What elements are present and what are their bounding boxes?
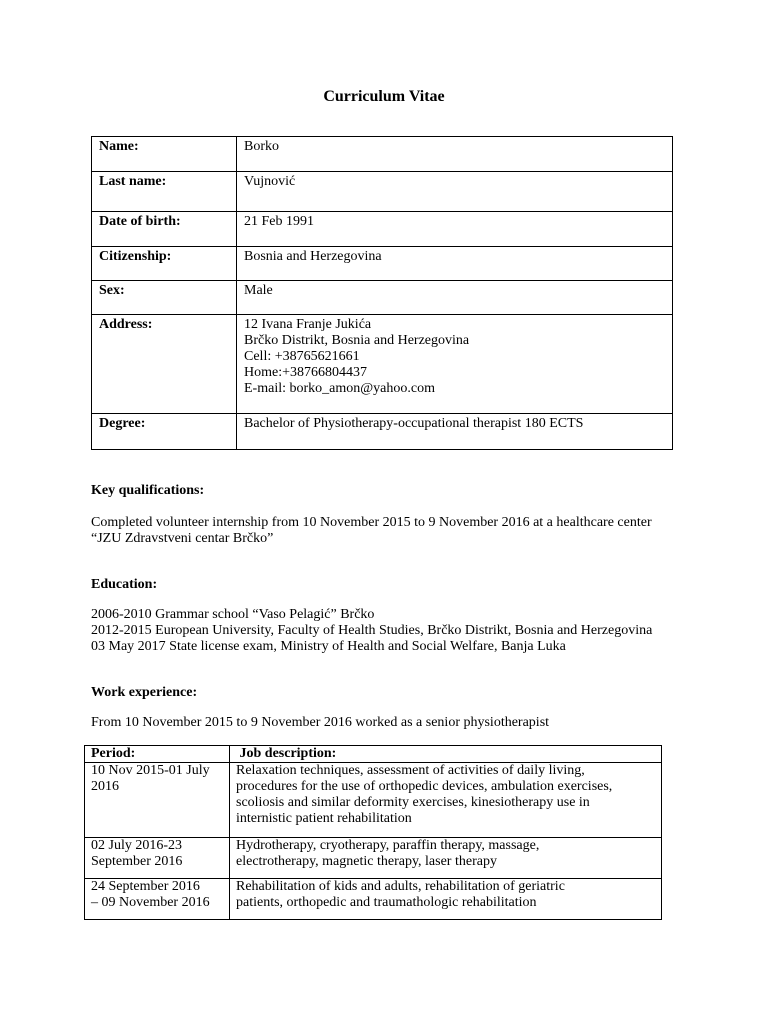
- phone-home: Home:+38766804437: [244, 365, 367, 380]
- field-value-address: [237, 315, 673, 414]
- work-experience-heading: Work experience:: [91, 685, 198, 700]
- document-title: Curriculum Vitae: [323, 88, 445, 105]
- period-line: – 09 November 2016: [91, 895, 210, 910]
- personal-info-table: [91, 136, 673, 450]
- field-value-last-name: [237, 172, 673, 212]
- description-line: patients, orthopedic and traumathologic rehabilitation: [236, 895, 537, 910]
- education-item: 03 May 2017 State license exam, Ministry of Health and Social Welfare, Banja Luka: [91, 639, 566, 654]
- table-row: [92, 247, 673, 281]
- field-value-citizenship: [237, 247, 673, 281]
- field-label-citizenship: Citizenship:: [92, 247, 237, 281]
- field-label-sex: Sex:: [92, 281, 237, 315]
- description-line: Rehabilitation of kids and adults, rehabilitation of geriatric: [236, 879, 565, 894]
- table-row: [85, 838, 662, 879]
- table-row: [92, 212, 673, 247]
- key-qualifications-heading: Key qualifications:: [91, 483, 205, 498]
- field-label-degree: Degree:: [92, 414, 237, 450]
- field-value-name: [237, 137, 673, 172]
- value-line: Bachelor of Physiotherapy-occupational therapist 180 ECTS: [244, 416, 584, 431]
- key-qualifications-text: [91, 515, 691, 547]
- table-row: [92, 172, 673, 212]
- value-line: Bosnia and Herzegovina: [244, 249, 382, 264]
- address-line: Brčko Distrikt, Bosnia and Herzegovina: [244, 333, 470, 348]
- value-line: Vujnović: [244, 174, 296, 189]
- job-description-cell: [230, 763, 662, 838]
- field-value-date-of-birth: [237, 212, 673, 247]
- period-line: 02 July 2016-23: [91, 838, 182, 853]
- education-heading: Education:: [91, 577, 158, 592]
- phone-cell: Cell: +38765621661: [244, 349, 360, 364]
- education-list: [91, 607, 691, 655]
- description-line: procedures for the use of orthopedic devices, ambulation exercises,: [236, 779, 613, 794]
- work-history-table: [84, 745, 662, 920]
- field-label-name: Name:: [92, 137, 237, 172]
- field-value-degree: [237, 414, 673, 450]
- table-row: [92, 281, 673, 315]
- job-description-cell: [230, 879, 662, 920]
- period-cell: [85, 838, 230, 879]
- period-cell: [85, 763, 230, 838]
- table-row: [92, 414, 673, 450]
- job-description-cell: [230, 838, 662, 879]
- value-line: Male: [244, 283, 273, 298]
- period-line: 24 September 2016: [91, 879, 200, 894]
- value-line: 21 Feb 1991: [244, 214, 314, 229]
- description-line: Relaxation techniques, assessment of activities of daily living,: [236, 763, 585, 778]
- paragraph-line: Completed volunteer internship from 10 November 2015 to 9 November 2016 at a healthcare center: [91, 515, 652, 530]
- description-line: electrotherapy, magnetic therapy, laser therapy: [236, 854, 497, 869]
- work-experience-summary: [91, 715, 691, 731]
- field-value-sex: [237, 281, 673, 315]
- period-cell: [85, 879, 230, 920]
- table-row: [85, 879, 662, 920]
- period-line: 2016: [91, 779, 119, 794]
- email-text: E-mail: borko_amon@yahoo.com: [244, 381, 435, 396]
- description-line: scoliosis and similar deformity exercises, kinesiotherapy use in: [236, 795, 590, 810]
- column-header-job-description: Job description:: [230, 746, 662, 763]
- table-row: [92, 315, 673, 414]
- paragraph-line: “JZU Zdravstveni centar Brčko”: [91, 531, 274, 546]
- table-row: [92, 137, 673, 172]
- education-item: 2006-2010 Grammar school “Vaso Pelagić” Brčko: [91, 607, 375, 622]
- value-line: Borko: [244, 139, 279, 154]
- table-header-row: [85, 746, 662, 763]
- table-row: [85, 763, 662, 838]
- description-line: Hydrotherapy, cryotherapy, paraffin therapy, massage,: [236, 838, 540, 853]
- field-label-last-name: Last name:: [92, 172, 237, 212]
- field-label-address: Address:: [92, 315, 237, 414]
- field-label-date-of-birth: Date of birth:: [92, 212, 237, 247]
- paragraph-line: From 10 November 2015 to 9 November 2016 worked as a senior physiotherapist: [91, 715, 550, 730]
- education-item: 2012-2015 European University, Faculty of Health Studies, Brčko Distrikt, Bosnia and Herzegovina: [91, 623, 653, 638]
- period-line: September 2016: [91, 854, 183, 869]
- column-header-period: Period:: [85, 746, 230, 763]
- period-line: 10 Nov 2015-01 July: [91, 763, 210, 778]
- address-line: 12 Ivana Franje Jukića: [244, 317, 372, 332]
- description-line: internistic patient rehabilitation: [236, 811, 412, 826]
